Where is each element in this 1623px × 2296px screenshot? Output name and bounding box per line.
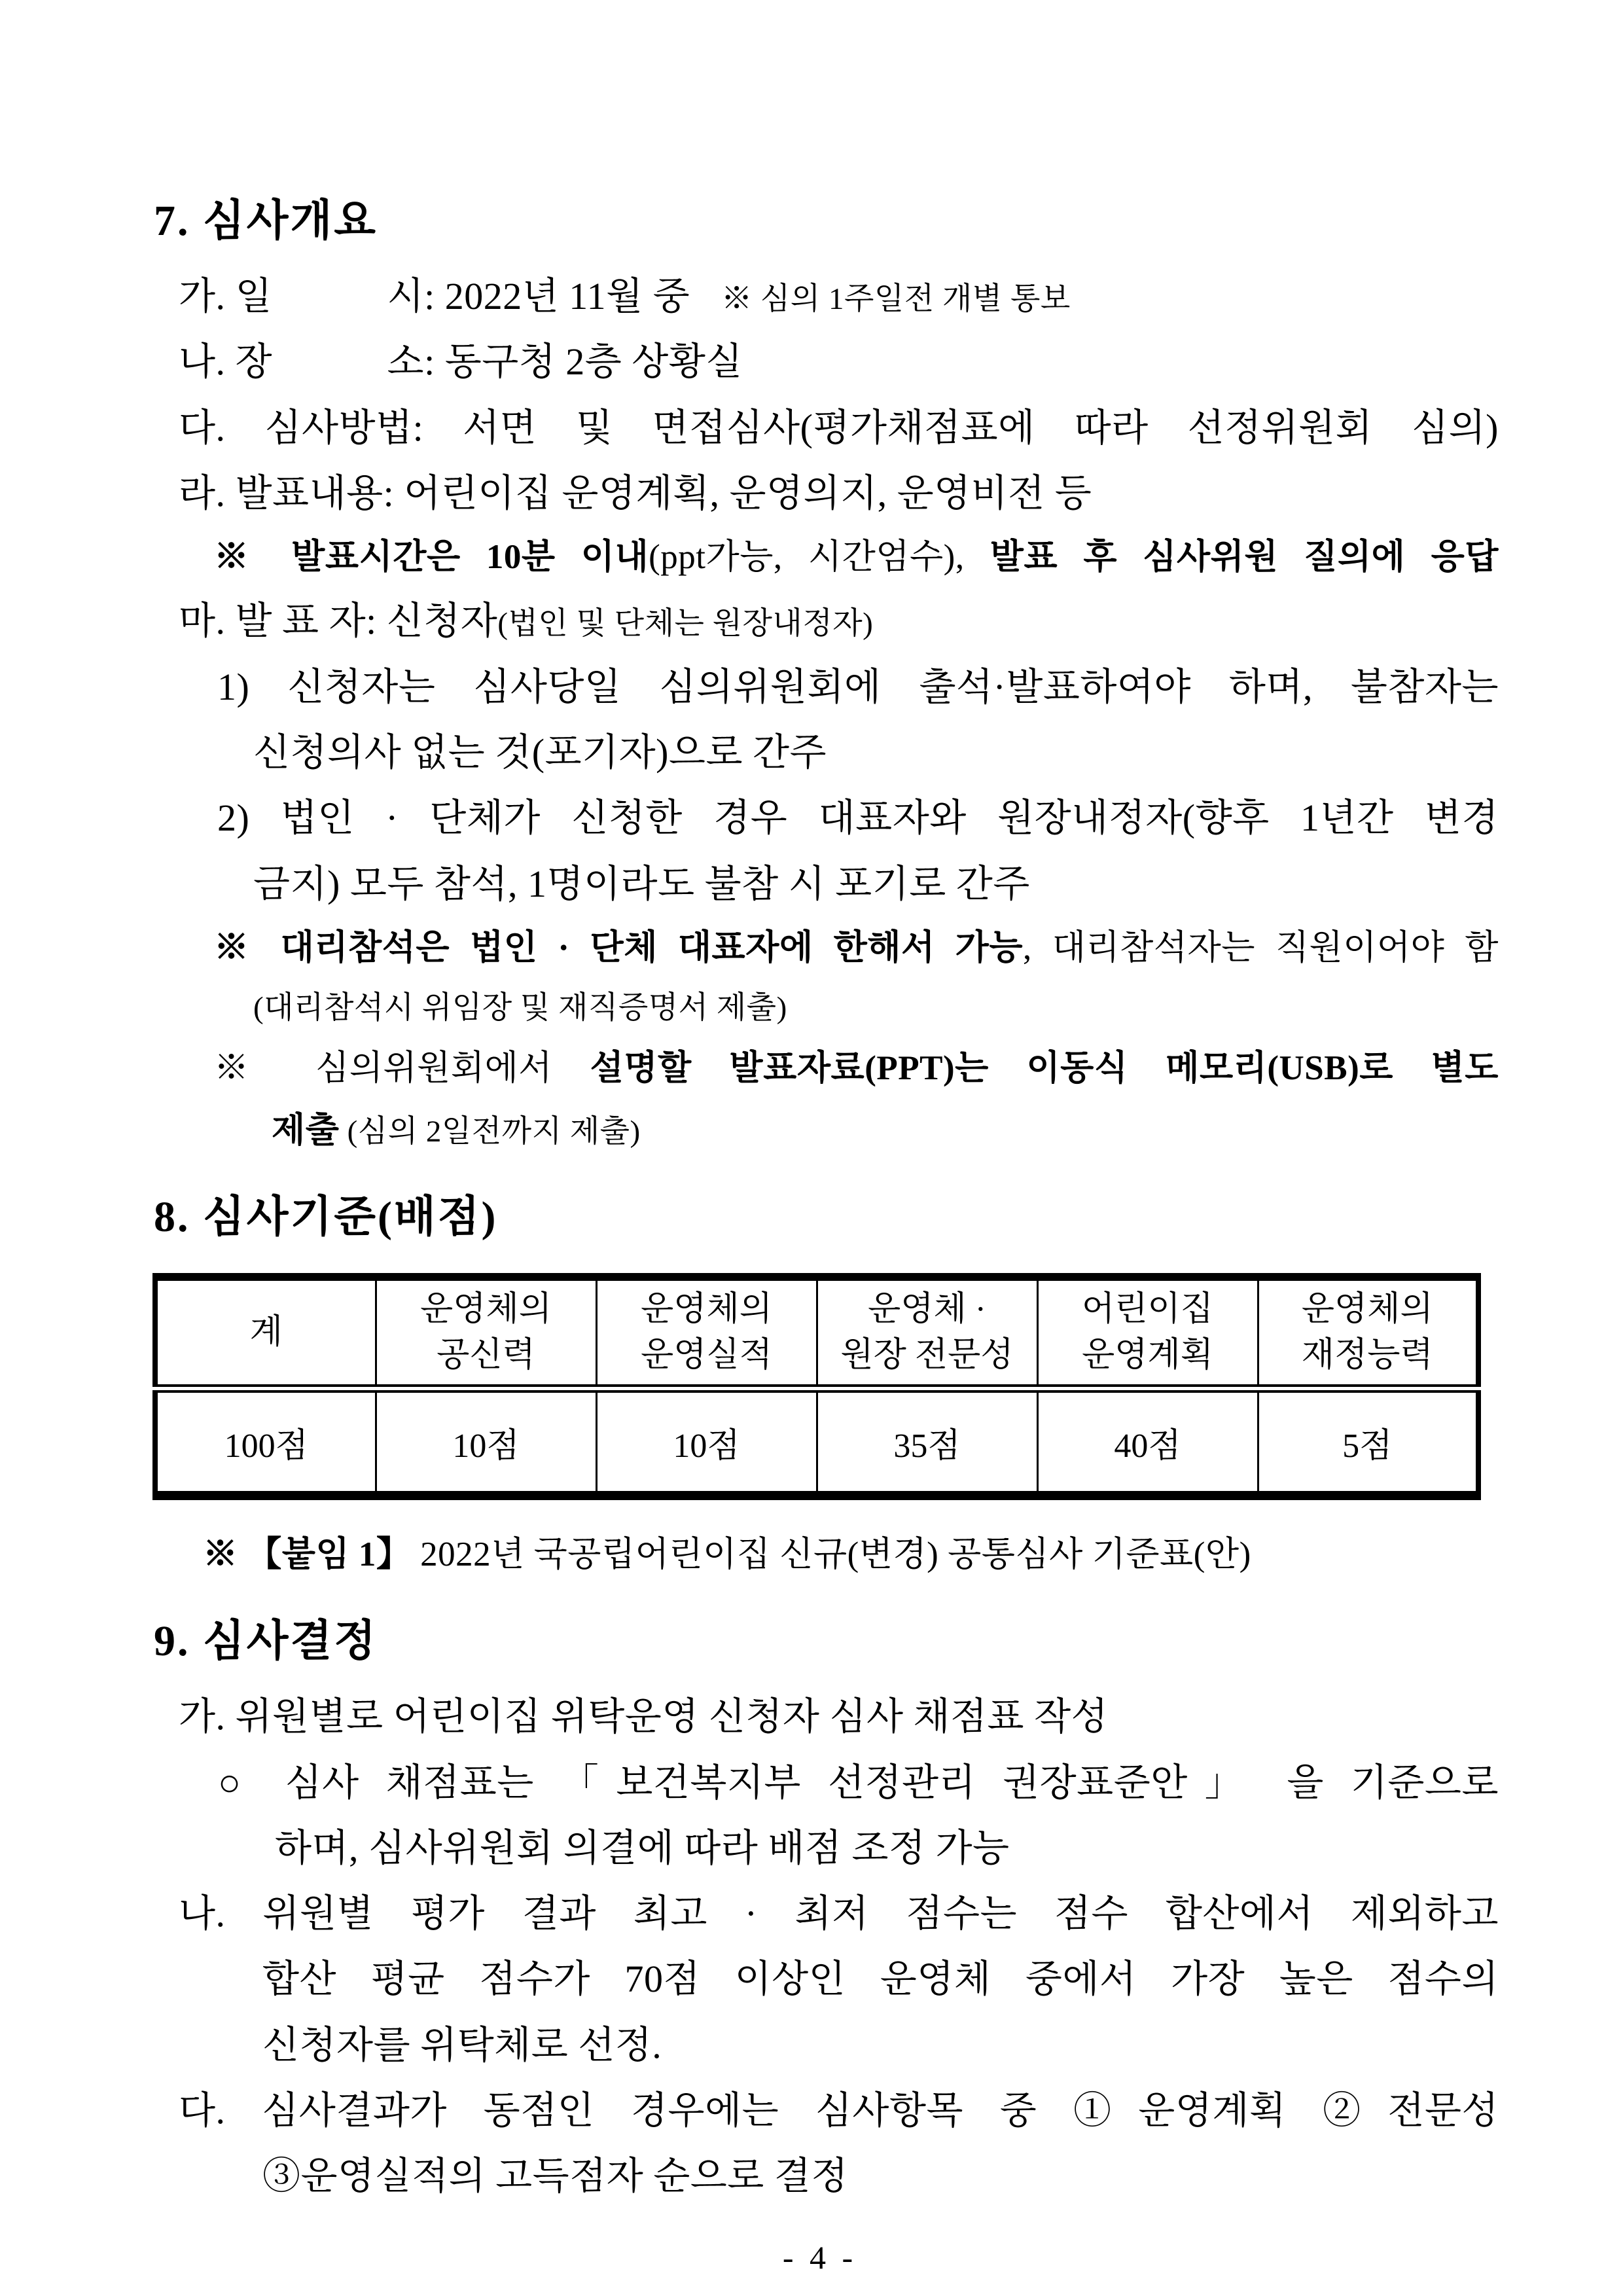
- line-decision-na-3: [141, 2023, 1499, 2066]
- proxy-note-regular: , 대리참석자는 직원이어야 함: [1023, 928, 1499, 967]
- line-review-place: [141, 342, 1499, 382]
- decision-na-line2-text: 합산 평균 점수가 70점 이상인 운영체 중에서 가장 높은 점수의: [262, 1958, 1499, 2001]
- header-total-line1: 계: [249, 1314, 283, 1352]
- header-cell-performance: [596, 1277, 817, 1389]
- score-criteria-table: [152, 1273, 1481, 1500]
- value-cell-plan: 40점: [1037, 1389, 1258, 1496]
- value-cell-expertise: 35점: [817, 1389, 1037, 1496]
- score-table-head: [155, 1277, 1478, 1389]
- line-presenter: [141, 601, 1499, 641]
- decision-ga-sub1-text: ○ 심사 채점표는 「보건복지부 선정관리 권장표준안」 을 기준으로: [218, 1761, 1499, 1804]
- time-note-regular: (ppt가능, 시간엄수),: [649, 538, 965, 577]
- header-finance-line1: 운영체의: [1301, 1290, 1433, 1328]
- line-decision-ga-sub2: [141, 1826, 1499, 1869]
- section7-title: 7. 심사개요: [154, 197, 378, 245]
- ppt-note-regular-1: ※ 심의위원회에서: [214, 1049, 590, 1087]
- line-ppt-note-2: [141, 1113, 1499, 1149]
- header-credibility-line2: 공신력: [437, 1336, 535, 1374]
- time-note-bold-2: 발표 후 심사위원 질의에 응답: [964, 538, 1499, 577]
- header-cell-expertise: [817, 1277, 1037, 1389]
- value-cell-finance: 5점: [1258, 1389, 1478, 1496]
- attachment-note-bold: ※ 【붙임 1】: [203, 1535, 412, 1574]
- time-note-bold-1: ※ 발표시간은 10분 이내: [214, 538, 649, 577]
- line-item1-2: [141, 730, 1499, 774]
- decision-ga-sub2-text: 하며, 심사위원회 의결에 따라 배점 조정 가능: [275, 1826, 1010, 1869]
- proxy-note-line2-text: (대리참석시 위임장 및 재직증명서 제출): [253, 991, 787, 1026]
- line-item1-1: [141, 665, 1499, 708]
- line-ppt-note-1: [141, 1050, 1499, 1086]
- ppt-note-bold-1: 설명할 발표자료(PPT)는 이동식 메모리(USB)로 별도: [590, 1049, 1499, 1087]
- line-decision-na-1: [141, 1894, 1499, 1933]
- score-table-body: [155, 1389, 1478, 1496]
- table-value-row: [155, 1389, 1478, 1496]
- line-review-method: [141, 408, 1499, 448]
- proxy-note-bold: ※ 대리참석은 법인 · 단체 대표자에 한해서 가능: [214, 928, 1024, 967]
- review-place-text: 나. 장 소: 동구청 2층 상황실: [179, 340, 743, 384]
- item2-line2-text: 금지) 모두 참석, 1명이라도 불참 시 포기로 간주: [253, 862, 1030, 905]
- review-datetime-note: ※ 심의 1주일전 개별 통보: [721, 282, 1071, 316]
- header-cell-finance: [1258, 1277, 1478, 1389]
- decision-da-line2-text: ③운영실적의 고득점자 순으로 결정: [262, 2155, 848, 2198]
- decision-ga-text: 가. 위원별로 어린이집 위탁운영 신청자 심사 채점표 작성: [179, 1695, 1109, 1738]
- ppt-note-regular-2: (심의 2일전까지 제출): [339, 1115, 641, 1149]
- review-method-text: 다. 심사방법: 서면 및 면접심사(평가채점표에 따라 선정위원회 심의): [179, 406, 1499, 449]
- line-decision-na-2: [141, 1960, 1499, 1999]
- section9-title: 9. 심사결정: [154, 1617, 378, 1666]
- value-cell-credibility: 10점: [376, 1389, 596, 1496]
- header-performance-line1: 운영체의: [641, 1290, 772, 1328]
- header-finance-line2: 재정능력: [1301, 1336, 1433, 1374]
- line-decision-ga-sub1: [141, 1763, 1499, 1803]
- header-plan-line1: 어린이집: [1082, 1290, 1213, 1328]
- line-attachment-note: [141, 1537, 1499, 1573]
- line-item2-2: [141, 862, 1499, 905]
- decision-na-line1-text: 나. 위원별 평가 결과 최고 · 최저 점수는 점수 합산에서 제외하고: [179, 1892, 1499, 1935]
- presenter-text: 마. 발 표 자: 신청자: [179, 600, 498, 643]
- header-performance-line2: 운영실적: [641, 1336, 772, 1374]
- item2-line1-text: 2) 법인 · 단체가 신청한 경우 대표자와 원장내정자(향후 1년간 변경: [217, 797, 1499, 840]
- header-expertise-line2: 원장 전문성: [840, 1336, 1014, 1374]
- decision-da-line1-text: 다. 심사결과가 동점인 경우에는 심사항목 중 ①운영계획 ②전문성: [179, 2089, 1499, 2132]
- value-cell-total: 100점: [224, 1427, 308, 1465]
- line-proxy-note-1: [141, 930, 1499, 966]
- section8-title: 8. 심사기준(배점): [154, 1193, 498, 1242]
- ppt-note-bold-2: 제출: [272, 1111, 340, 1150]
- table-header-row: [155, 1277, 1478, 1389]
- item1-line1-text: 1) 신청자는 심사당일 심의위원회에 출석·발표하여야 하며, 불참자는: [217, 665, 1499, 708]
- line-review-datetime: [141, 277, 1499, 316]
- header-cell-plan: [1037, 1277, 1258, 1389]
- presentation-content-text: 라. 발표내용: 어린이집 운영계획, 운영의지, 운영비전 등: [179, 471, 1092, 514]
- attachment-note-regular: 2022년 국공립어린이집 신규(변경) 공통심사 기준표(안): [411, 1535, 1251, 1574]
- line-decision-da-1: [141, 2091, 1499, 2130]
- line-presentation-content: [141, 471, 1499, 514]
- presenter-parenthetical: (법인 및 단체는 원장내정자): [497, 607, 874, 641]
- header-plan-line2: 운영계획: [1082, 1336, 1213, 1374]
- line-decision-da-2: [141, 2157, 1499, 2196]
- line-proxy-note-2: [141, 992, 1499, 1024]
- item1-line2-text: 신청의사 없는 것(포기자)으로 간주: [253, 730, 827, 774]
- header-credibility-line1: 운영체의: [420, 1290, 552, 1328]
- header-cell-total: [155, 1277, 376, 1389]
- header-cell-credibility: [376, 1277, 596, 1389]
- review-datetime-text: 가. 일 시: 2022년 11월 중: [179, 275, 690, 317]
- header-expertise-line1: 운영체 ·: [867, 1290, 986, 1328]
- page-number: - 4 -: [782, 2238, 857, 2276]
- line-decision-ga: [141, 1697, 1499, 1736]
- value-cell-performance: 10점: [596, 1389, 817, 1496]
- line-item2-1: [141, 798, 1499, 838]
- decision-na-line3-text: 신청자를 위탁체로 선정.: [262, 2023, 662, 2066]
- line-presentation-time-note: [141, 539, 1499, 575]
